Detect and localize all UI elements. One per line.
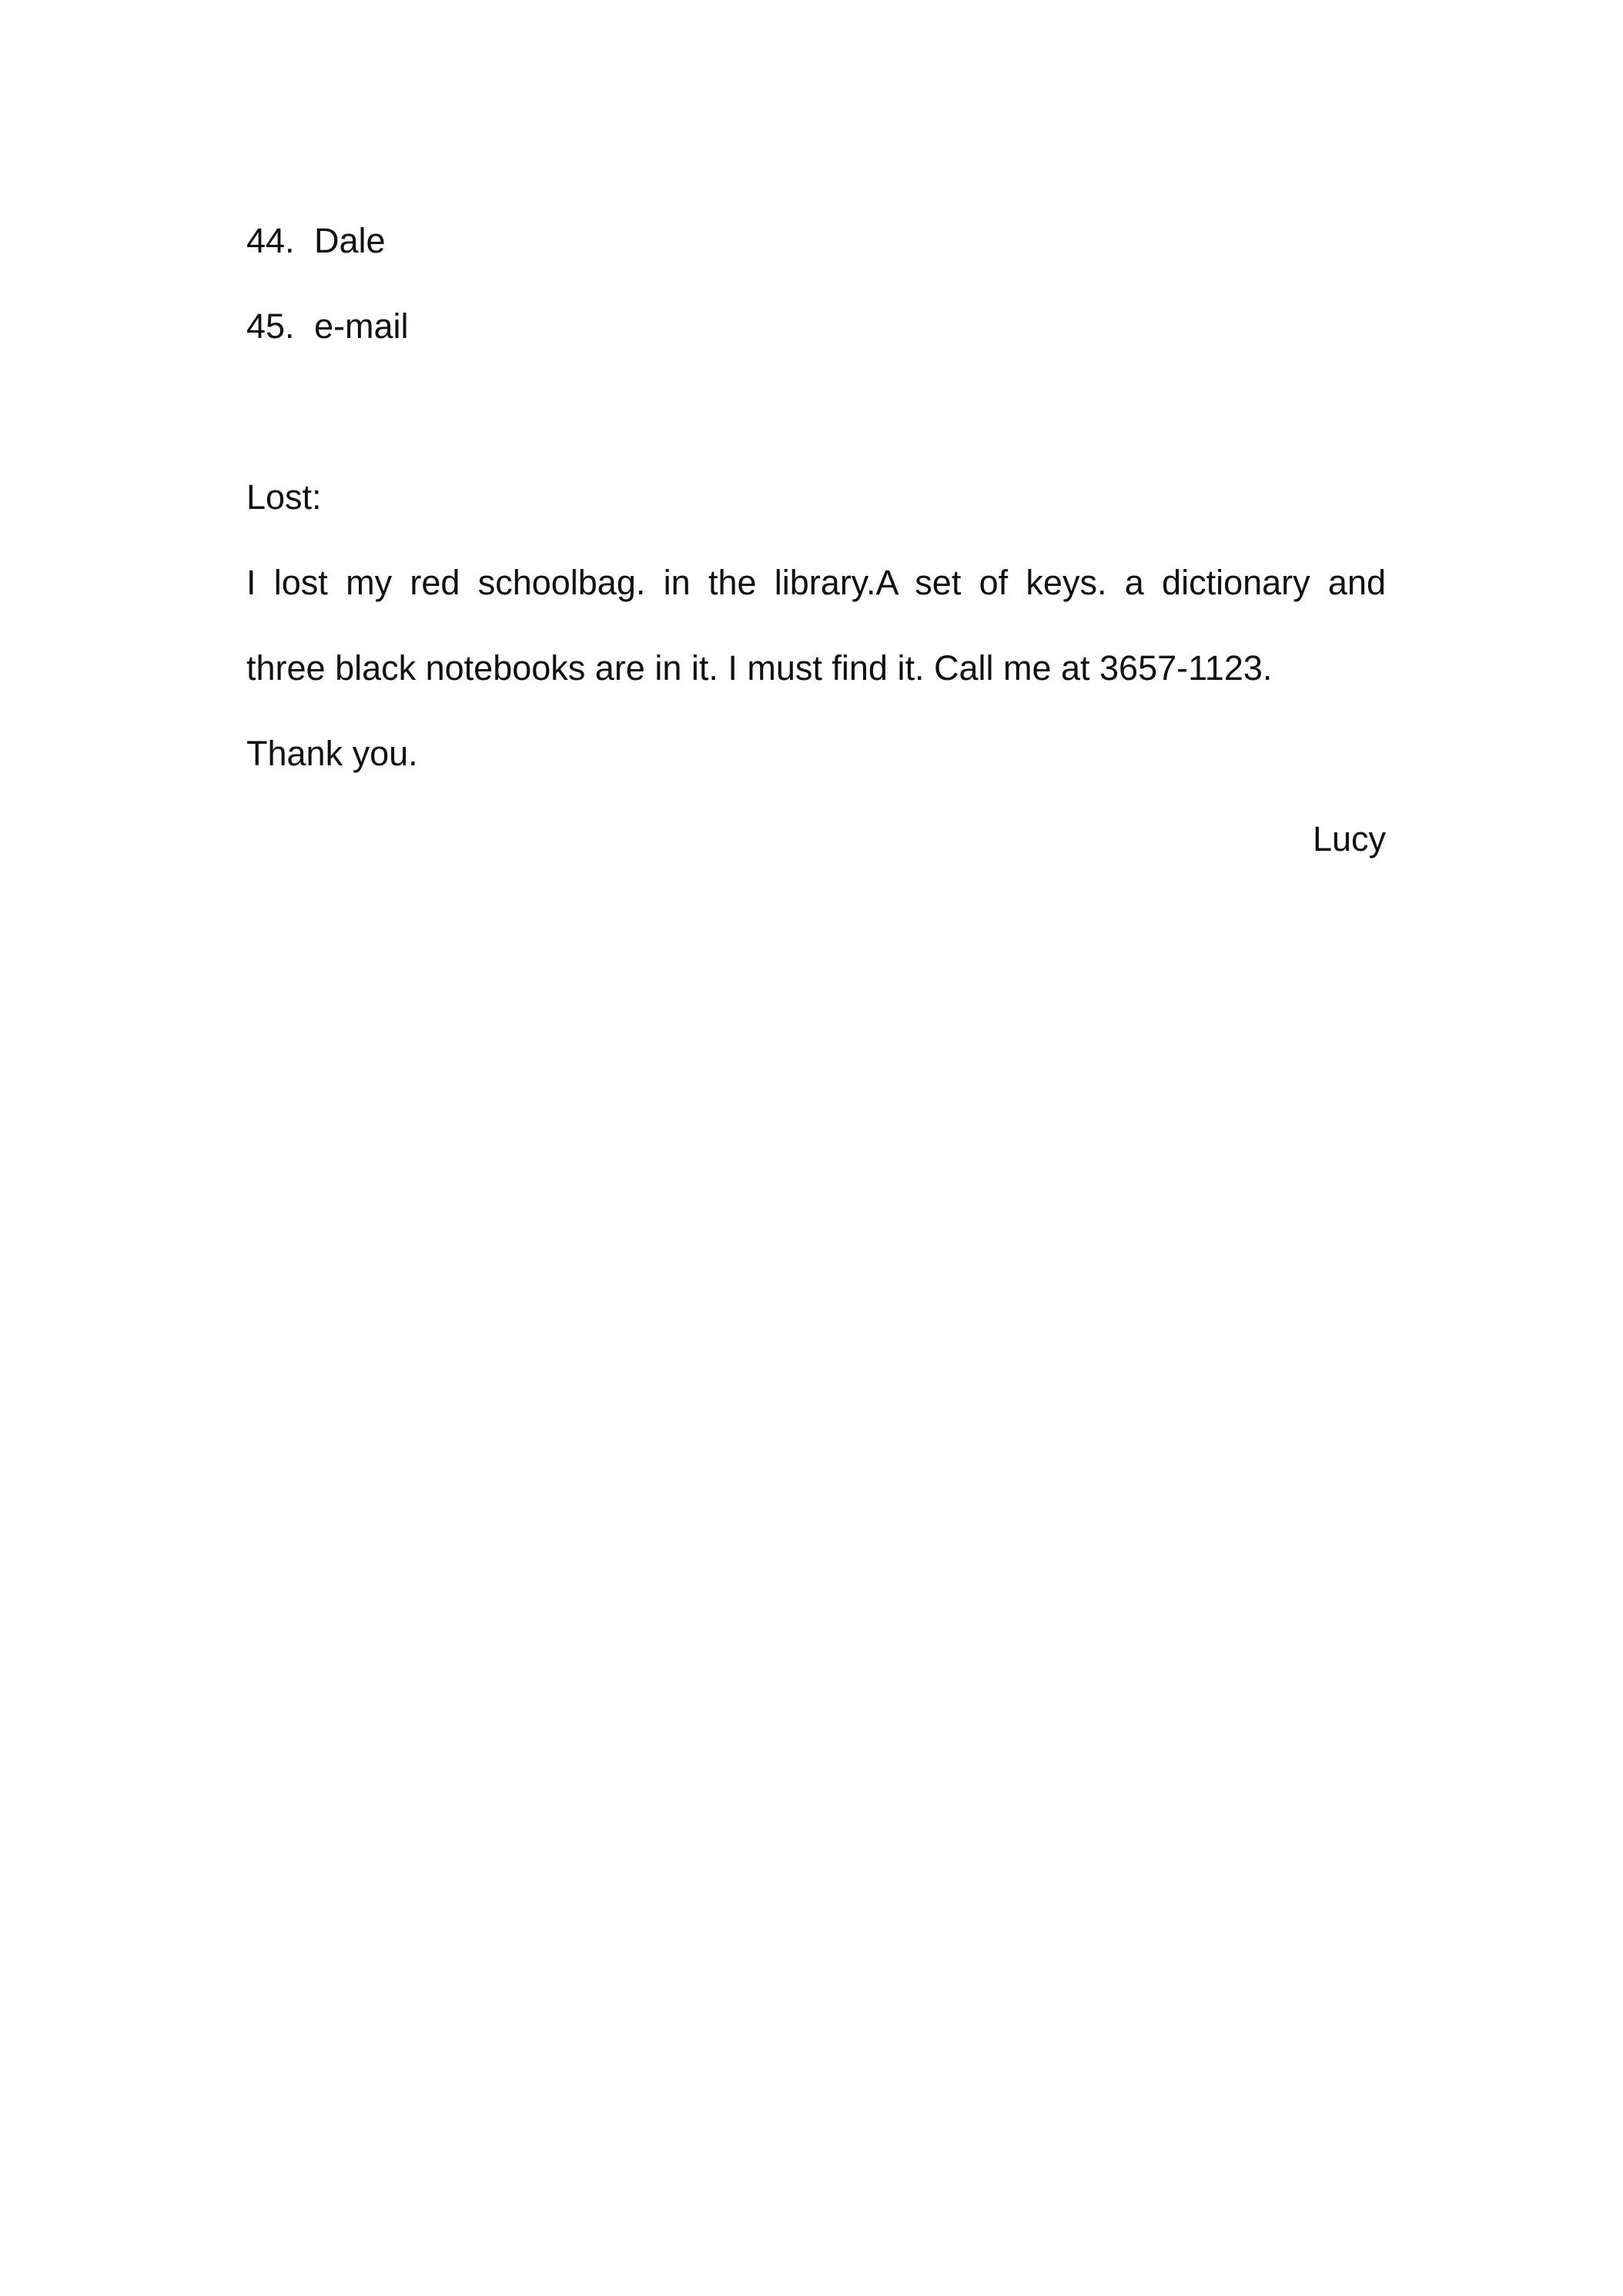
notice-heading: Lost:	[246, 477, 322, 517]
answer-44	[246, 218, 386, 264]
answer-text: e-mail	[314, 306, 409, 346]
notice-closing: Thank you.	[246, 734, 418, 773]
answer-45	[246, 303, 409, 350]
notice-body-line-1: I lost my red schoolbag. in the library.A set of keys. a dictionary and	[246, 563, 1386, 602]
answer-text: Dale	[314, 221, 386, 260]
answer-number: 44.	[246, 221, 295, 260]
answer-number: 45.	[246, 306, 295, 346]
notice-signature: Lucy	[1312, 819, 1386, 858]
notice-body-line-2: three black notebooks are in it. I must find it. Call me at 3657-1123.	[246, 648, 1273, 688]
